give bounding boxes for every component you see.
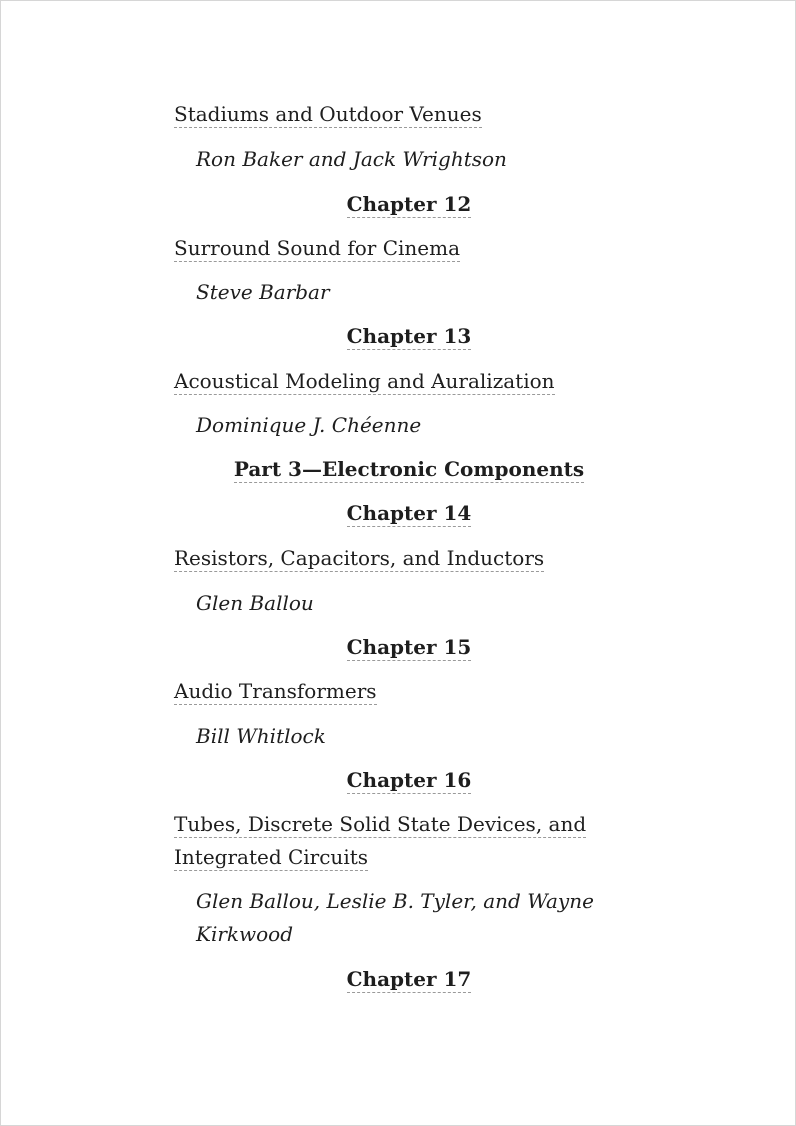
toc-chapter-17[interactable] xyxy=(174,966,644,992)
toc-author: Dominique J. Chéenne xyxy=(196,413,422,437)
toc-title-stadiums[interactable] xyxy=(174,101,482,127)
toc-author: Bill Whitlock xyxy=(196,724,326,748)
toc-author: Steve Barbar xyxy=(196,280,330,304)
toc-title-tubes-line-2[interactable] xyxy=(174,844,368,870)
chapter-link[interactable]: Chapter 12 xyxy=(346,192,472,216)
toc-author: Ron Baker and Jack Wrightson xyxy=(196,147,507,171)
toc-title-link[interactable]: Resistors, Capacitors, and Inductors xyxy=(174,546,545,570)
toc-chapter-15[interactable] xyxy=(174,634,644,660)
toc-chapter-12[interactable] xyxy=(174,191,644,217)
toc-title-link[interactable]: Audio Transformers xyxy=(174,679,377,703)
toc-title-link[interactable]: Integrated Circuits xyxy=(174,845,369,869)
toc-title-acoustical-modeling[interactable] xyxy=(174,368,555,394)
chapter-link[interactable]: Chapter 17 xyxy=(346,967,472,991)
toc-author-line-2: Kirkwood xyxy=(196,922,294,946)
toc-title-surround-sound[interactable] xyxy=(174,235,460,261)
toc-title-resistors[interactable] xyxy=(174,545,544,571)
toc-part-3[interactable] xyxy=(174,456,644,482)
toc-title-link[interactable]: Acoustical Modeling and Auralization xyxy=(174,369,555,393)
toc-title-link[interactable]: Surround Sound for Cinema xyxy=(174,236,460,260)
toc-title-link[interactable]: Tubes, Discrete Solid State Devices, and xyxy=(174,812,587,836)
toc-title-tubes-line-1[interactable] xyxy=(174,811,586,837)
chapter-link[interactable]: Chapter 14 xyxy=(346,501,472,525)
chapter-link[interactable]: Chapter 15 xyxy=(346,635,472,659)
toc-chapter-13[interactable] xyxy=(174,323,644,349)
toc-author-line-1: Glen Ballou, Leslie B. Tyler, and Wayne xyxy=(196,889,594,913)
toc-author: Glen Ballou xyxy=(196,591,314,615)
chapter-link[interactable]: Chapter 16 xyxy=(346,768,472,792)
toc-chapter-16[interactable] xyxy=(174,767,644,793)
toc-chapter-14[interactable] xyxy=(174,500,644,526)
chapter-link[interactable]: Chapter 13 xyxy=(346,324,472,348)
toc-title-link[interactable]: Stadiums and Outdoor Venues xyxy=(174,102,482,126)
toc-title-audio-transformers[interactable] xyxy=(174,678,377,704)
part-link[interactable]: Part 3—Electronic Components xyxy=(233,457,585,481)
